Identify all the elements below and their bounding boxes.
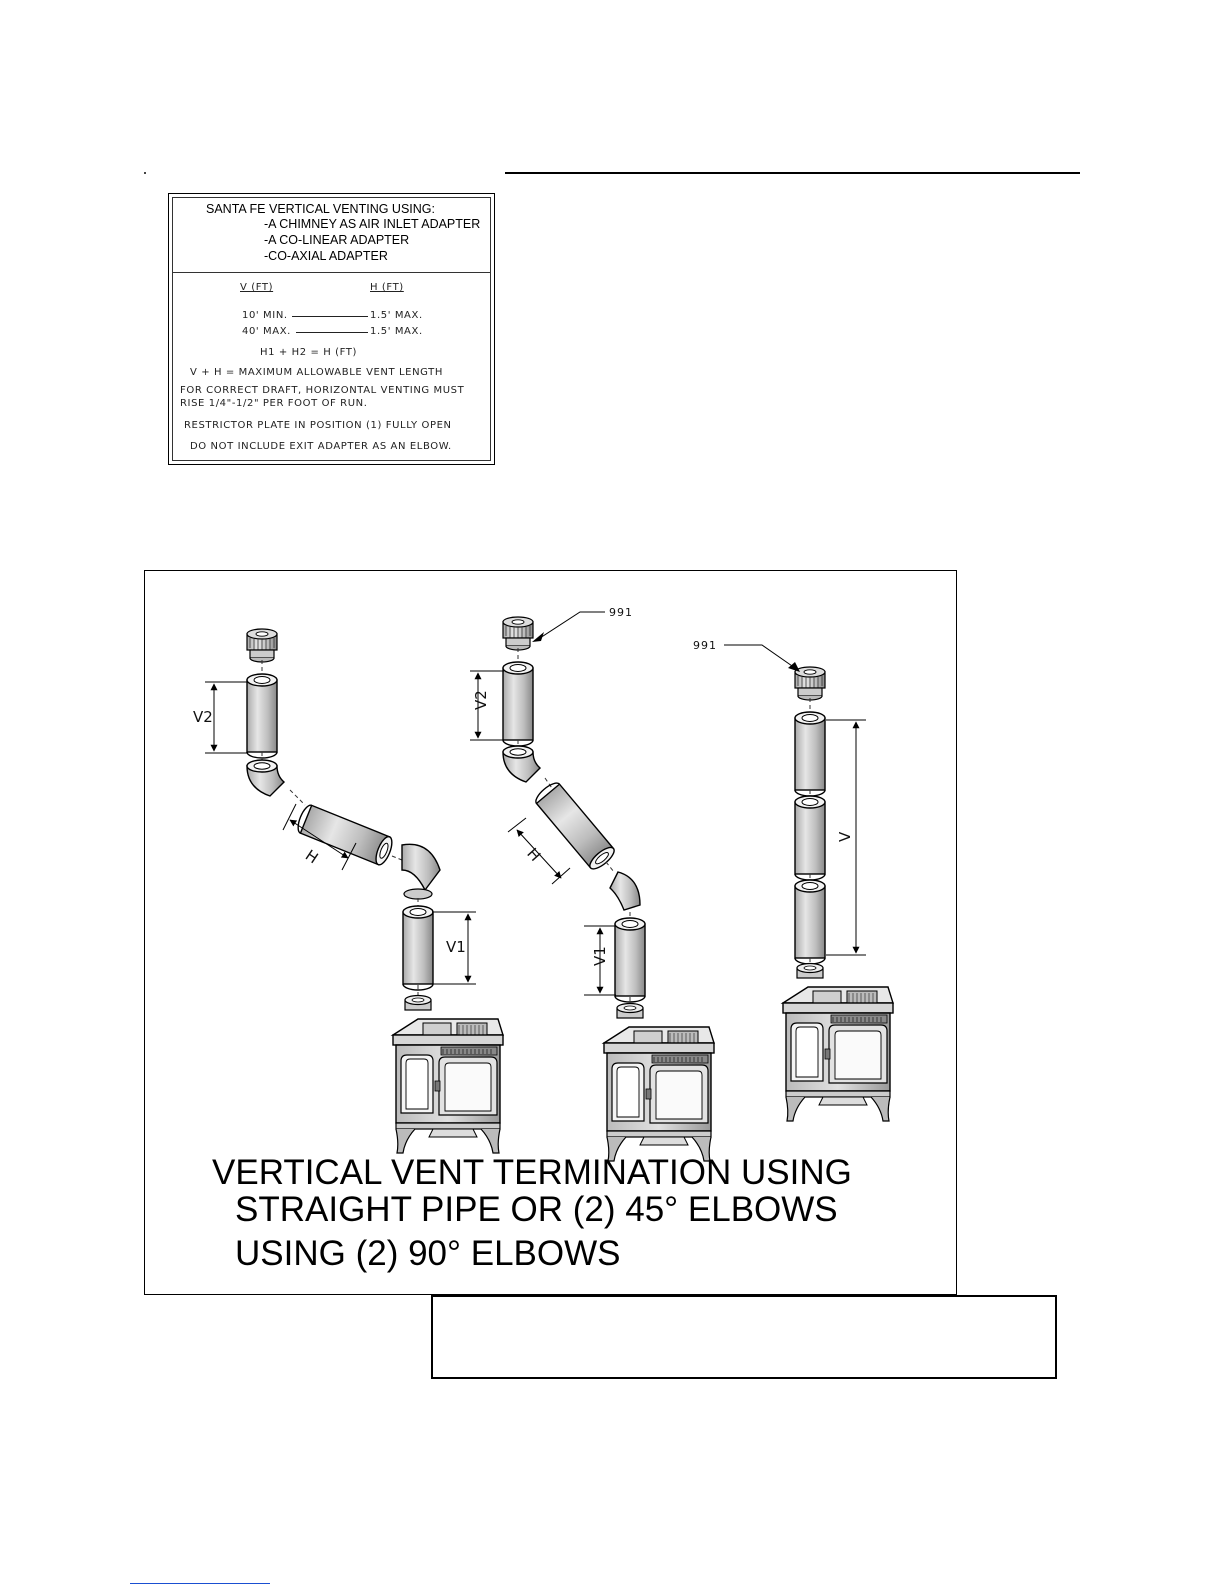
part-label-right: 991 <box>693 639 717 652</box>
note-exit-adapter: DO NOT INCLUDE EXIT ADAPTER AS AN ELBOW. <box>190 441 452 452</box>
part-label-mid: 991 <box>609 606 633 619</box>
note-restrictor: RESTRICTOR PLATE IN POSITION (1) FULLY OPEN <box>184 420 452 431</box>
dim-v2-mid: V2 <box>472 690 490 710</box>
right-assembly <box>724 645 893 1121</box>
col-header-h: H (FT) <box>370 282 404 293</box>
spec-line-2: -A CO-LINEAR ADAPTER <box>264 233 410 247</box>
dim-h-left: H <box>301 846 322 868</box>
caption-line-1: VERTICAL VENT TERMINATION USING <box>212 1153 852 1192</box>
caption-line-3: USING (2) 90° ELBOWS <box>235 1234 621 1273</box>
middle-assembly <box>470 612 714 1161</box>
footer-link-underline[interactable] <box>130 1583 270 1584</box>
caption-line-2: STRAIGHT PIPE OR (2) 45° ELBOWS <box>235 1190 838 1229</box>
dim-v-right: V <box>836 831 854 842</box>
spec-line-1: -A CHIMNEY AS AIR INLET ADAPTER <box>264 217 481 231</box>
note-draft-1: FOR CORRECT DRAFT, HORIZONTAL VENTING MUST <box>180 385 465 396</box>
dim-v1-mid: V1 <box>591 946 609 966</box>
row1-v: 10' MIN. <box>242 310 288 321</box>
note-draft-2: RISE 1/4"-1/2" PER FOOT OF RUN. <box>180 398 368 409</box>
dim-v1-left: V1 <box>446 938 466 956</box>
left-assembly <box>205 629 503 1153</box>
row2-h: 1.5' MAX. <box>370 326 423 337</box>
spec-title: SANTA FE VERTICAL VENTING USING: <box>206 202 435 216</box>
note-max-length: V + H = MAXIMUM ALLOWABLE VENT LENGTH <box>190 367 443 378</box>
dim-h-mid: H <box>523 844 545 865</box>
dim-v2-left: V2 <box>193 708 213 726</box>
row1-h: 1.5' MAX. <box>370 310 423 321</box>
row2-v: 40' MAX. <box>242 326 291 337</box>
formula: H1 + H2 = H (FT) <box>260 347 358 358</box>
col-header-v: V (FT) <box>240 282 274 293</box>
note-box <box>431 1295 1057 1379</box>
spec-line-3: -CO-AXIAL ADAPTER <box>264 249 388 263</box>
